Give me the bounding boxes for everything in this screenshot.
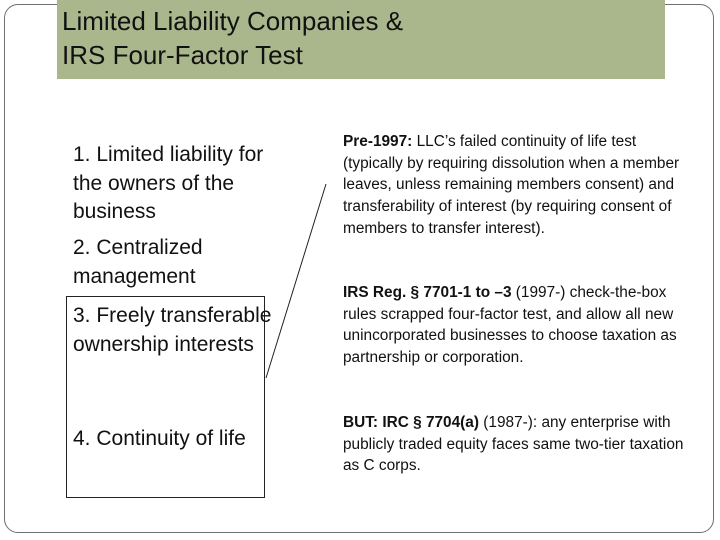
note-pre-1997-lead: Pre-1997: bbox=[343, 133, 413, 150]
note-irs-reg-lead: IRS Reg. § 7701-1 to –3 bbox=[343, 284, 512, 301]
factor-transferable-interests: 3. Freely transferable ownership interests bbox=[73, 304, 272, 356]
factor-continuity-of-life: 4. Continuity of life bbox=[73, 427, 246, 450]
factor-limited-liability: 1. Limited liability for the owners of the business bbox=[73, 143, 264, 223]
note-pre-1997-text: LLC’s failed continuity of life test (typically by requiring dissolution when a member leaves, unless remaining members consent) and transferability of interest (by requiring consent of members to transfer interest). bbox=[343, 133, 680, 237]
note-irs-reg bbox=[343, 282, 688, 369]
note-irc-7704 bbox=[343, 412, 688, 477]
note-pre-1997 bbox=[343, 131, 688, 240]
note-irc-7704-text: (1987-): any enterprise with publicly traded equity faces same two-tier taxation as C corps. bbox=[343, 414, 684, 475]
factor-centralized-management: 2. Centralized management bbox=[73, 236, 203, 288]
title-line-1: Limited Liability Companies & bbox=[62, 6, 404, 36]
title-line-2: IRS Four-Factor Test bbox=[62, 40, 303, 70]
connector-line bbox=[266, 184, 326, 378]
note-irc-7704-lead: BUT: IRC § 7704(a) bbox=[343, 414, 479, 431]
note-irs-reg-text: (1997-) check-the-box rules scrapped four-factor test, and allow all new unincorporated businesses to choose taxation as partnership or corporation. bbox=[343, 284, 677, 367]
